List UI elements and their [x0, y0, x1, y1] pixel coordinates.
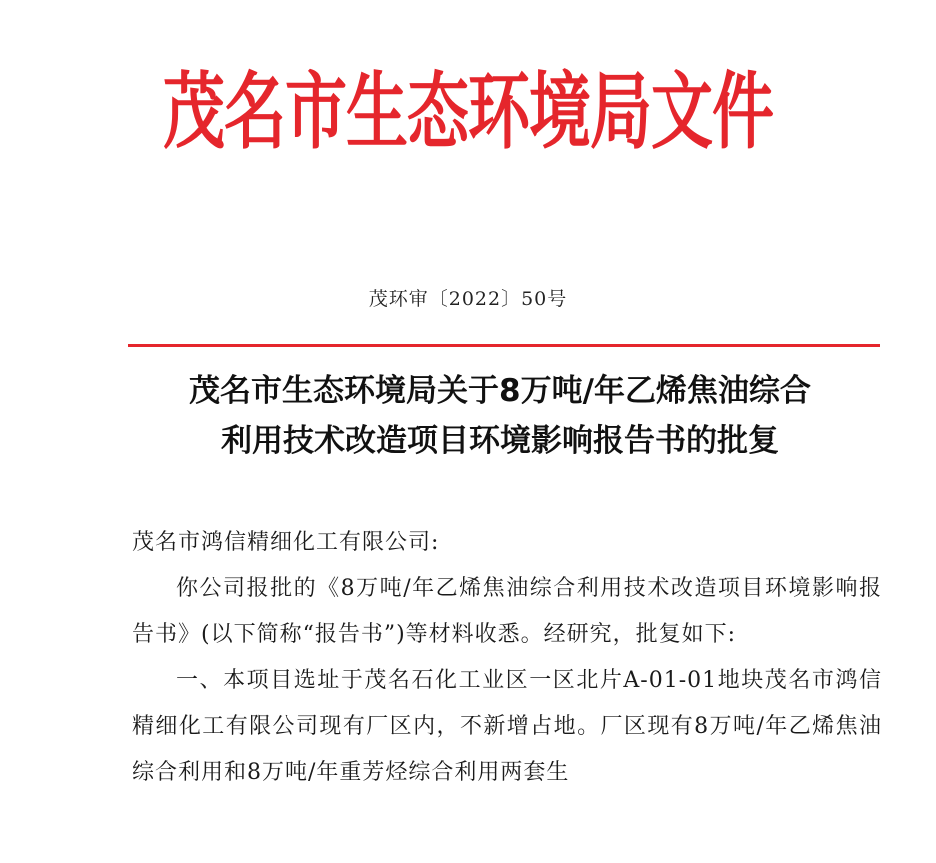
- document-title-line1: 茂名市生态环境局关于8万吨/年乙烯焦油综合: [189, 373, 811, 409]
- document-number: 茂环审〔2022〕50号: [368, 288, 568, 310]
- document-title: [120, 366, 880, 466]
- document-body: [132, 520, 882, 796]
- agency-header-title: 茂名市生态环境局文件: [162, 62, 773, 161]
- body-paragraph-1: 你公司报批的《8万吨/年乙烯焦油综合利用技术改造项目环境影响报告书》(以下简称“报告书”)等材料收悉。经研究，批复如下:: [132, 576, 882, 647]
- document-title-line2: 利用技术改造项目环境影响报告书的批复: [221, 423, 779, 459]
- red-divider-rule: [128, 344, 880, 347]
- body-paragraph-2: 一、本项目选址于茂名石化工业区一区北片A-01-01地块茂名市鸿信精细化工有限公司现有厂区内，不新增占地。厂区现有8万吨/年乙烯焦油综合利用和8万吨/年重芳烃综合利用两套生: [132, 668, 882, 785]
- addressee: 茂名市鸿信精细化工有限公司:: [132, 530, 440, 555]
